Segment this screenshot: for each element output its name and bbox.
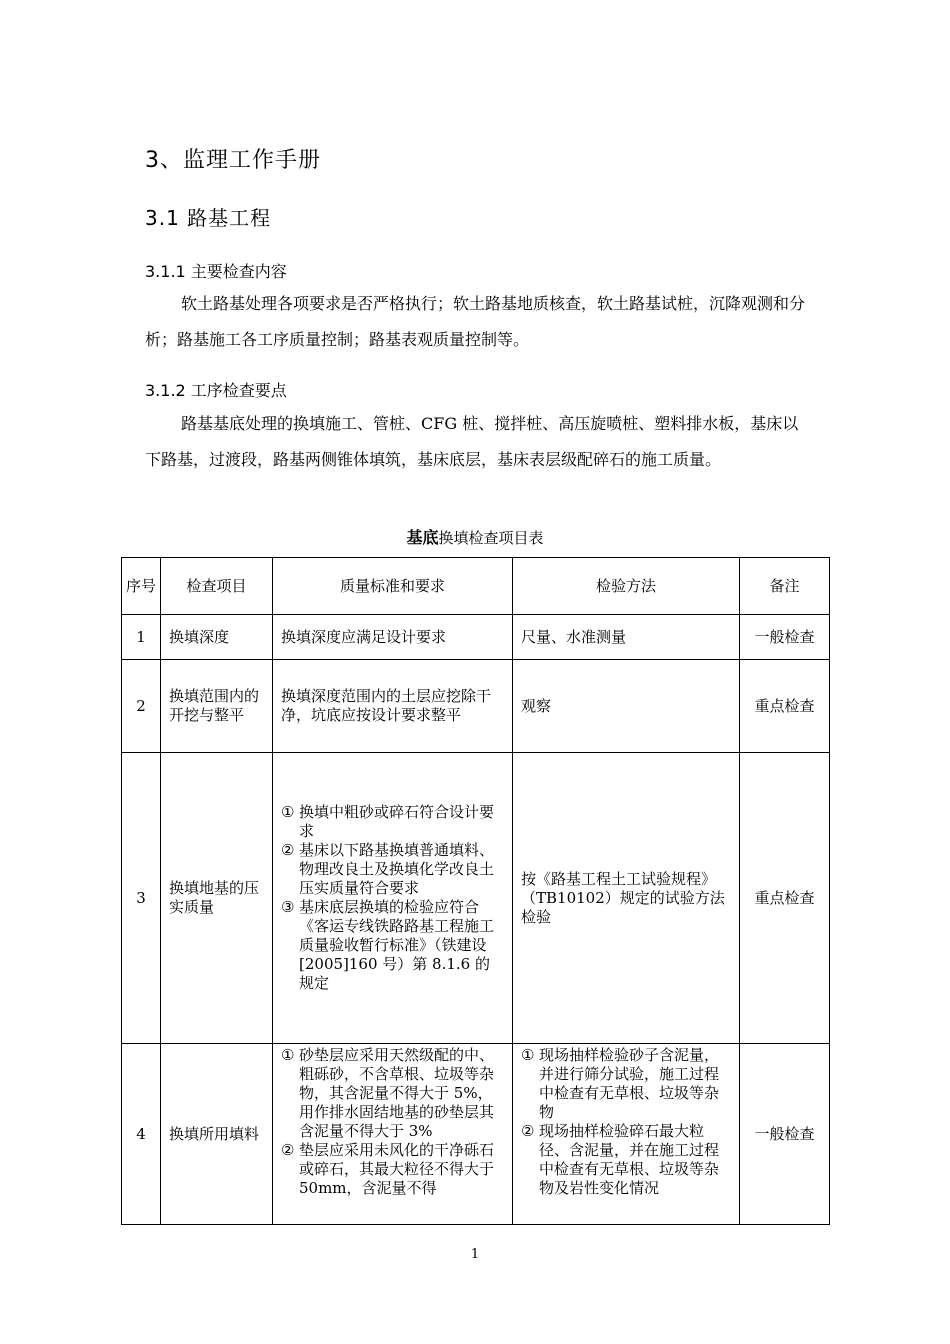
list-item-text: 砂垫层应采用天然级配的中、粗砾砂，不含草根、垃圾等杂物，其含泥量不得大于 5%，用作排水固结地基的砂垫层其含泥量不得大于 3% <box>299 1046 495 1140</box>
table-header-row <box>122 558 830 615</box>
header-method: 检验方法 <box>513 558 740 615</box>
list-marker: ① <box>521 1046 535 1064</box>
list-marker: ② <box>521 1122 535 1140</box>
list-item <box>281 898 504 993</box>
inspection-table <box>121 557 830 1225</box>
cell-no: 4 <box>122 1044 161 1225</box>
cell-standard <box>273 1044 513 1225</box>
cell-item: 换填所用填料 <box>161 1044 273 1225</box>
list-item-text: 现场抽样检验砂子含泥量，并进行筛分试验，施工过程中检查有无草根、垃圾等杂物 <box>539 1046 720 1121</box>
table-caption-strong: 基底 <box>406 528 439 547</box>
list-item-text: 基床以下路基换填普通填料、物理改良土及换填化学改良土压实质量符合要求 <box>299 841 495 897</box>
header-no: 序号 <box>122 558 161 615</box>
list-item-text: 基床底层换填的检验应符合《客运专线铁路路基工程施工质量验收暂行标准》（铁建设[2005]160 号）第 8.1.6 的规定 <box>299 898 495 992</box>
method-list <box>521 1046 731 1198</box>
cell-no: 1 <box>122 615 161 660</box>
cell-standard <box>273 753 513 1044</box>
cell-no: 2 <box>122 660 161 753</box>
cell-standard: 换填深度应满足设计要求 <box>273 615 513 660</box>
subsubsection-heading-main-content: 3.1.1 主要检查内容 <box>145 262 287 281</box>
cell-item: 换填深度 <box>161 615 273 660</box>
list-item <box>521 1122 731 1198</box>
list-item-text: 现场抽样检验碎石最大粒径、含泥量，并在施工过程中检查有无草根、垃圾等杂物及岩性变化情况 <box>539 1122 720 1197</box>
section-heading: 3、监理工作手册 <box>145 148 321 173</box>
cell-standard: 换填深度范围内的土层应挖除干净，坑底应按设计要求整平 <box>273 660 513 753</box>
paragraph-process-points: 路基基底处理的换填施工、管桩、CFG 桩、搅拌桩、高压旋喷桩、塑料排水板，基床以下路基，过渡段，路基两侧锥体填筑，基床底层，基床表层级配碎石的施工质量。 <box>145 414 799 469</box>
list-marker: ① <box>281 1046 295 1064</box>
cell-method: 尺量、水准测量 <box>513 615 740 660</box>
header-item: 检查项目 <box>161 558 273 615</box>
list-marker: ③ <box>281 898 295 916</box>
list-item <box>281 1046 504 1141</box>
table-row <box>122 1044 830 1225</box>
list-marker: ① <box>281 803 295 821</box>
cell-no: 3 <box>122 753 161 1044</box>
table-caption <box>0 525 950 548</box>
cell-method: 按《路基工程土工试验规程》（TB10102）规定的试验方法检验 <box>513 753 740 1044</box>
header-standard: 质量标准和要求 <box>273 558 513 615</box>
table-row <box>122 615 830 660</box>
standard-list <box>281 803 504 993</box>
table-row <box>122 753 830 1044</box>
list-marker: ② <box>281 841 295 859</box>
page-number: 1 <box>470 1247 480 1262</box>
table-caption-rest: 换填检查项目表 <box>438 529 544 547</box>
cell-method <box>513 1044 740 1225</box>
cell-item: 换填地基的压实质量 <box>161 753 273 1044</box>
list-item-text: 垫层应采用未风化的干净砾石或碎石，其最大粒径不得大于 50mm，含泥量不得 <box>299 1141 495 1197</box>
list-item <box>281 803 504 841</box>
header-note: 备注 <box>740 558 830 615</box>
cell-item: 换填范围内的开挖与整平 <box>161 660 273 753</box>
list-marker: ② <box>281 1141 295 1159</box>
list-item <box>281 1141 504 1198</box>
standard-list <box>281 1046 504 1198</box>
cell-method: 观察 <box>513 660 740 753</box>
cell-note: 重点检查 <box>740 660 830 753</box>
cell-note: 重点检查 <box>740 753 830 1044</box>
list-item <box>281 841 504 898</box>
list-item <box>521 1046 731 1122</box>
cell-note: 一般检查 <box>740 615 830 660</box>
paragraph-main-content: 软土路基处理各项要求是否严格执行；软土路基地质核查，软土路基试桩，沉降观测和分析；路基施工各工序质量控制；路基表观质量控制等。 <box>145 294 806 349</box>
cell-note: 一般检查 <box>740 1044 830 1225</box>
subsubsection-heading-process-points: 3.1.2 工序检查要点 <box>145 381 287 400</box>
table-row <box>122 660 830 753</box>
subsection-heading: 3.1 路基工程 <box>145 206 272 230</box>
list-item-text: 换填中粗砂或碎石符合设计要求 <box>299 803 495 840</box>
